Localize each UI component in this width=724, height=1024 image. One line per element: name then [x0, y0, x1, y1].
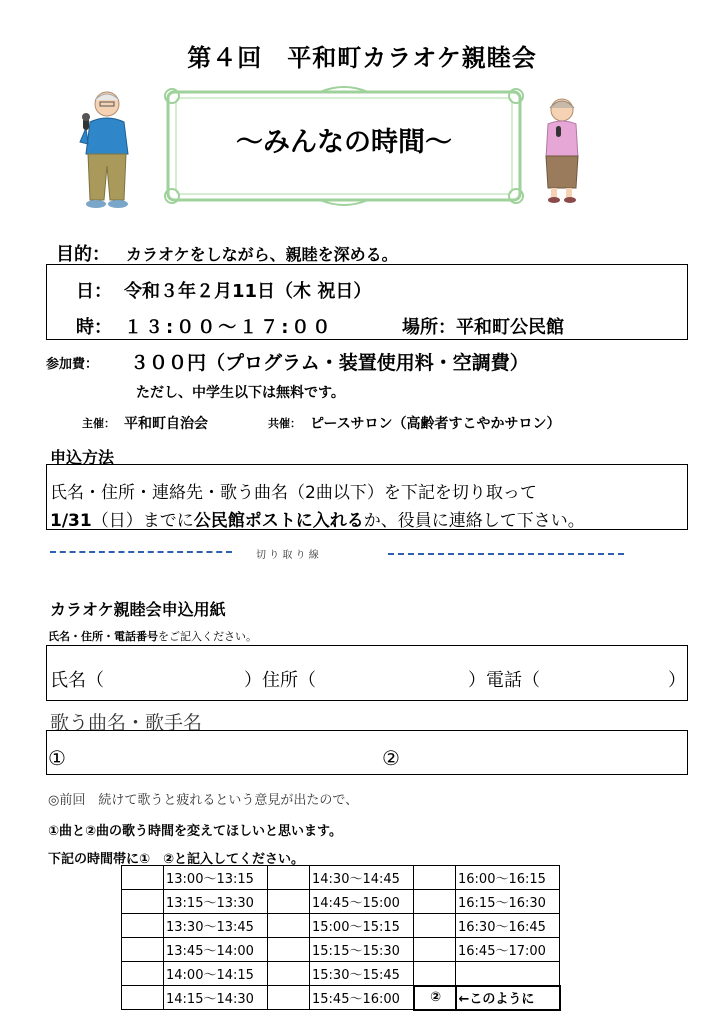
time-value: １３:００～１７:００ [124, 317, 334, 338]
table-row [122, 962, 560, 986]
deadline-text: （日）までに [91, 511, 194, 531]
application-heading: 申込方法 [50, 448, 115, 467]
song-input-box[interactable] [46, 730, 688, 775]
slot-time-cell: 16:45～17:00 [456, 938, 560, 962]
slot-mark-cell[interactable] [122, 938, 164, 962]
slot-time-cell: 13:45～14:00 [164, 938, 268, 962]
slot-time-cell: 14:45～15:00 [310, 890, 414, 914]
slot-mark-cell[interactable] [414, 938, 456, 962]
purpose-text: カラオケをしながら、親睦を深める。 [126, 245, 398, 264]
slot-time-cell: 14:00～14:15 [164, 962, 268, 986]
note-3: 下記の時間帯に① ②と記入してください。 [48, 852, 305, 867]
slot-mark-cell[interactable] [122, 962, 164, 986]
table-row [122, 986, 560, 1010]
contact-input-box[interactable] [46, 645, 688, 701]
slot-mark-cell[interactable] [122, 866, 164, 890]
table-row [122, 914, 560, 938]
application-line-1: 氏名・住所・連絡先・歌う曲名（2曲以下）を下記を切り取って [50, 483, 537, 503]
slot-time-cell: 15:30～15:45 [310, 962, 414, 986]
slot-mark-cell[interactable] [122, 914, 164, 938]
song-1-marker: ① [48, 746, 66, 770]
co-host-label: 共催： [268, 417, 301, 430]
slot-time-cell: 13:00～13:15 [164, 866, 268, 890]
slot-mark-cell[interactable] [122, 890, 164, 914]
slot-time-cell: 15:15～15:30 [310, 938, 414, 962]
slot-mark-cell[interactable] [268, 938, 310, 962]
slot-time-cell: 14:30～14:45 [310, 866, 414, 890]
date-value: 令和３年２月11日（木 祝日） [124, 281, 372, 302]
form-instruction-rest: をご記入ください。 [158, 630, 257, 643]
fee-label: 参加費： [46, 357, 99, 372]
slot-time-cell: 16:30～16:45 [456, 914, 560, 938]
slot-time-cell: 13:30～13:45 [164, 914, 268, 938]
form-instruction [48, 628, 257, 644]
application-line-2 [50, 506, 585, 531]
page-title: 第４回 平和町カラオケ親睦会 [187, 44, 537, 72]
slot-mark-cell[interactable] [268, 914, 310, 938]
phone-field-label: ）電話（ [468, 670, 540, 691]
form-instruction-bold: 氏名・住所・電話番号 [48, 630, 158, 643]
form-heading: カラオケ親睦会申込用紙 [50, 600, 226, 619]
fee-note: ただし、中学生以下は無料です。 [136, 385, 345, 401]
slot-time-cell: 16:15～16:30 [456, 890, 560, 914]
co-host: ピースサロン（高齢者すこやかサロン） [310, 416, 561, 432]
elderly-woman-singing-illustration [540, 96, 584, 204]
place: 場所：平和町公民館 [402, 317, 564, 338]
host: 平和町自治会 [124, 416, 208, 432]
note-1: ◎前回 続けて歌うと疲れるという意見が出たので、 [48, 793, 359, 808]
song-2-marker: ② [382, 746, 400, 770]
slot-mark-cell[interactable] [122, 986, 164, 1010]
slot-time-cell: ←このように [456, 986, 560, 1010]
slot-time-cell: 14:15～14:30 [164, 986, 268, 1010]
cut-line-label: 切 り 取 り 線 [256, 550, 319, 561]
host-label: 主催： [82, 417, 115, 430]
slot-mark-cell[interactable] [414, 890, 456, 914]
slot-mark-cell[interactable] [414, 866, 456, 890]
song-heading: 歌う曲名・歌手名 [50, 712, 203, 734]
fee-value: ３００円（プログラム・装置使用料・空調費） [130, 352, 529, 374]
slot-mark-cell[interactable] [414, 914, 456, 938]
deadline-date: 1/31 [50, 511, 92, 531]
table-row [122, 890, 560, 914]
slot-mark-cell[interactable] [414, 962, 456, 986]
time-slot-table [121, 865, 561, 1011]
slot-mark-cell[interactable]: ② [414, 986, 456, 1010]
slot-mark-cell[interactable] [268, 962, 310, 986]
cut-line-left [50, 551, 232, 553]
slot-time-cell: 15:45～16:00 [310, 986, 414, 1010]
purpose-label: 目的： [56, 244, 110, 265]
note-2: ①曲と②曲の歌う時間を変えてほしいと思います。 [48, 824, 342, 839]
date-label: 日： [76, 281, 112, 302]
phone-field-close: ） [668, 670, 686, 691]
name-field-label: 氏名（ [50, 670, 104, 691]
elderly-man-singing-illustration [76, 88, 138, 212]
slot-mark-cell[interactable] [268, 986, 310, 1010]
cut-line-right [388, 553, 624, 555]
slot-time-cell: 16:00～16:15 [456, 866, 560, 890]
post-instruction: 公民館ポストに入れる [193, 511, 364, 531]
table-row [122, 866, 560, 890]
subtitle: ～みんなの時間～ [236, 127, 452, 158]
slot-mark-cell[interactable] [268, 866, 310, 890]
slot-time-cell: 13:15～13:30 [164, 890, 268, 914]
time-label: 時： [76, 317, 112, 338]
contact-text: か、役員に連絡して下さい。 [363, 511, 585, 531]
address-field-label: ）住所（ [244, 670, 316, 691]
slot-mark-cell[interactable] [268, 890, 310, 914]
table-row [122, 938, 560, 962]
slot-time-cell: 15:00～15:15 [310, 914, 414, 938]
slot-time-cell [456, 962, 560, 986]
